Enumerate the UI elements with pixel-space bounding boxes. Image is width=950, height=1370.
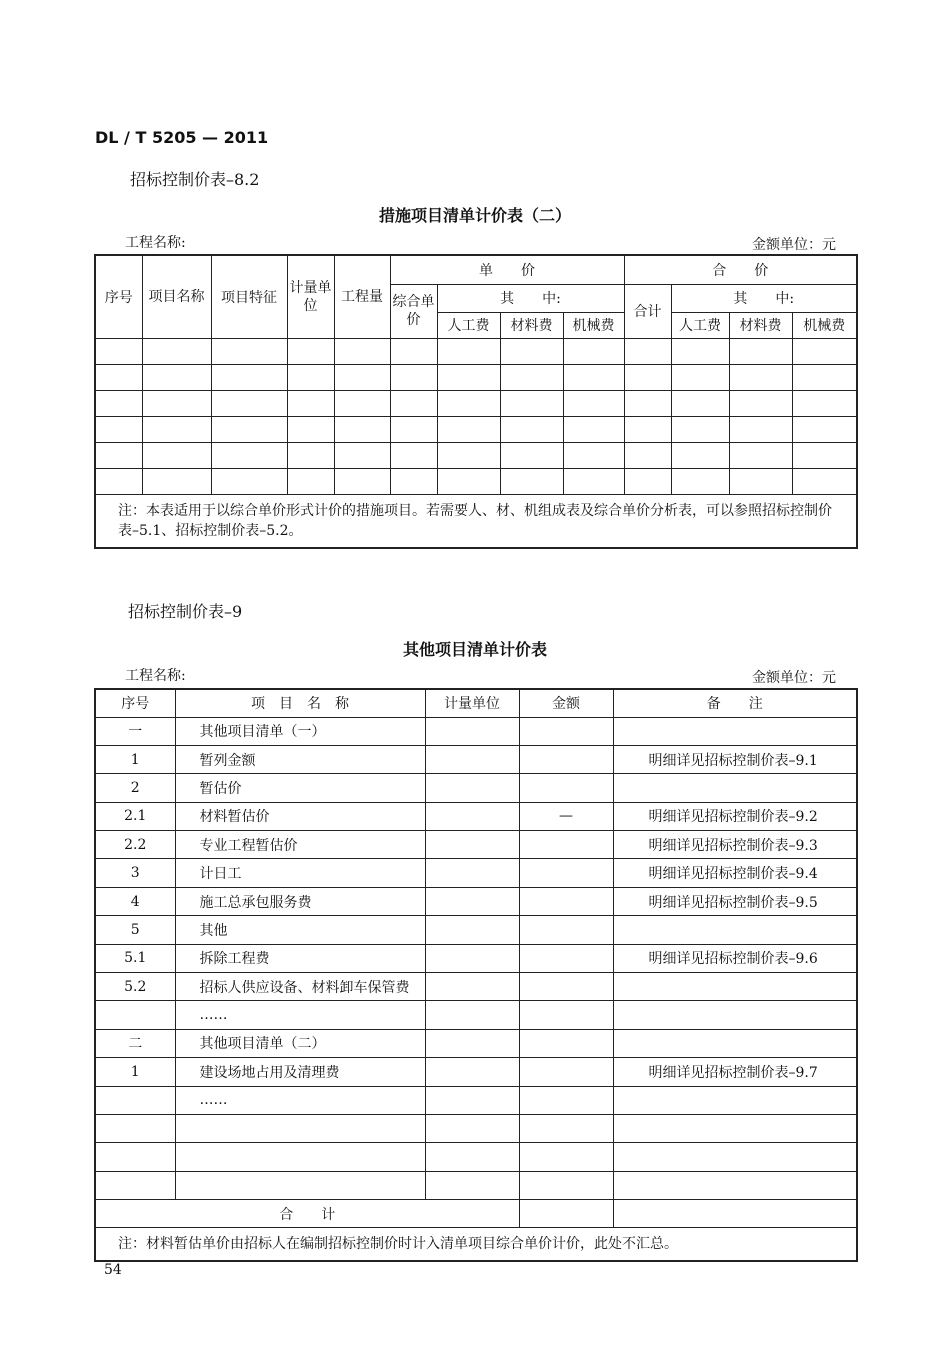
row-item-name: 计日工 [175,859,425,887]
table-row [95,338,857,364]
row-unit [425,1058,519,1086]
row-item-name: 材料暂估价 [175,802,425,830]
col-item-name: 项 目 名 称 [175,689,425,717]
table-row [95,745,857,773]
row-seq [95,1171,175,1199]
row-seq: 4 [95,887,175,915]
row-seq: 5.1 [95,944,175,972]
row-seq: 5.2 [95,973,175,1001]
row-unit [425,717,519,745]
row-seq: 3 [95,859,175,887]
measures-table-title: 措施项目清单计价表（二） [378,206,571,225]
table-row [95,944,857,972]
row-item-name [175,1171,425,1199]
col-labor-2: 人工费 [671,312,729,338]
row-unit [425,802,519,830]
row-unit [425,774,519,802]
row-amount [519,859,613,887]
project-name-label-2: 工程名称: [125,668,186,684]
col-amount: 金额 [519,689,613,717]
page-number: 54 [104,1262,122,1278]
row-item-name [175,1114,425,1142]
row-seq [95,1001,175,1029]
row-item-name: 建设场地占用及清理费 [175,1058,425,1086]
row-amount [519,1029,613,1057]
table-row [95,1029,857,1057]
row-amount [519,774,613,802]
col-remark: 备 注 [613,689,857,717]
row-unit [425,859,519,887]
row-remark [613,1143,857,1171]
table-note-2: 注：材料暂估单价由招标人在编制招标控制价时计入清单项目综合单价计价，此处不汇总。 [95,1228,857,1262]
row-seq: 1 [95,1058,175,1086]
row-remark [613,1171,857,1199]
row-item-name: 暂估价 [175,774,425,802]
measures-pricing-table [94,254,858,549]
row-amount [519,1114,613,1142]
row-seq [95,1114,175,1142]
row-item-name: …… [175,1086,425,1114]
col-among: 其 中: [437,284,624,312]
col-machinery: 机械费 [563,312,624,338]
table-row [95,390,857,416]
table-row [95,774,857,802]
row-remark [613,1086,857,1114]
row-amount [519,944,613,972]
row-seq: 二 [95,1029,175,1057]
form-label-8-2: 招标控制价表–8.2 [130,170,260,189]
row-seq: 2 [95,774,175,802]
col-unit: 计量单位 [425,689,519,717]
other-items-table-title: 其他项目清单计价表 [402,640,547,659]
row-remark [613,1001,857,1029]
row-unit [425,1143,519,1171]
row-seq: 1 [95,745,175,773]
row-remark: 明细详见招标控制价表–9.4 [613,859,857,887]
amount-unit-label: 金额单位：元 [752,237,836,253]
table-row [95,1001,857,1029]
row-unit [425,1001,519,1029]
table-row [95,831,857,859]
row-item-name: 招标人供应设备、材料卸车保管费 [175,973,425,1001]
row-remark: 明细详见招标控制价表–9.3 [613,831,857,859]
row-amount: — [519,802,613,830]
row-unit [425,745,519,773]
table-row [95,1086,857,1114]
table-note: 注：本表适用于以综合单价形式计价的措施项目。若需要人、材、机组成表及综合单价分析表，可以参照招标控制价表–5.1、招标控制价表–5.2。 [95,494,857,548]
total-amount [519,1200,613,1228]
col-total-price: 合 价 [624,255,857,284]
form-label-9: 招标控制价表–9 [128,602,243,621]
total-label: 合 计 [95,1200,519,1228]
col-subtotal: 合计 [624,284,671,338]
total-remark [613,1200,857,1228]
table-row [95,802,857,830]
row-remark [613,1114,857,1142]
row-amount [519,1143,613,1171]
row-amount [519,916,613,944]
amount-unit-label-2: 金额单位：元 [752,670,836,686]
row-unit [425,944,519,972]
table-row [95,887,857,915]
row-unit [425,887,519,915]
row-amount [519,745,613,773]
row-remark [613,1029,857,1057]
table-row [95,442,857,468]
col-item-feature: 项目特征 [211,255,287,338]
table-row [95,416,857,442]
row-remark [613,916,857,944]
col-among-2: 其 中: [671,284,857,312]
table-row [95,1058,857,1086]
row-seq: 2.1 [95,802,175,830]
row-amount [519,973,613,1001]
project-name-label: 工程名称: [125,235,186,251]
row-amount [519,887,613,915]
row-remark [613,973,857,1001]
row-amount [519,1086,613,1114]
table-row [95,1143,857,1171]
row-item-name: 其他 [175,916,425,944]
row-unit [425,973,519,1001]
row-unit [425,1029,519,1057]
row-seq [95,1143,175,1171]
col-labor: 人工费 [437,312,500,338]
row-remark: 明细详见招标控制价表–9.1 [613,745,857,773]
row-item-name: 其他项目清单（一） [175,717,425,745]
col-quantity: 工程量 [334,255,390,338]
table-row [95,916,857,944]
row-item-name [175,1143,425,1171]
row-item-name: 暂列金额 [175,745,425,773]
table-row [95,468,857,494]
row-item-name: 其他项目清单（二） [175,1029,425,1057]
col-seq: 序号 [95,255,142,338]
row-item-name: 施工总承包服务费 [175,887,425,915]
row-seq: 一 [95,717,175,745]
row-item-name: …… [175,1001,425,1029]
row-remark: 明细详见招标控制价表–9.5 [613,887,857,915]
col-composite-unit-price: 综合单价 [390,284,437,338]
row-unit [425,1086,519,1114]
row-amount [519,1001,613,1029]
row-amount [519,831,613,859]
table-row [95,364,857,390]
row-remark: 明细详见招标控制价表–9.2 [613,802,857,830]
table-row [95,717,857,745]
col-unit-price: 单 价 [390,255,624,284]
col-machinery-2: 机械费 [792,312,857,338]
other-items-table [94,688,858,1262]
table-row [95,859,857,887]
row-unit [425,1114,519,1142]
standard-code: DL / T 5205 — 2011 [95,128,269,147]
col-item-name: 项目名称 [142,255,211,338]
row-remark: 明细详见招标控制价表–9.6 [613,944,857,972]
col-seq: 序号 [95,689,175,717]
col-unit: 计量单位 [287,255,334,338]
row-seq: 2.2 [95,831,175,859]
row-unit [425,916,519,944]
col-material-2: 材料费 [729,312,792,338]
row-item-name: 拆除工程费 [175,944,425,972]
row-remark [613,774,857,802]
row-item-name: 专业工程暂估价 [175,831,425,859]
row-seq: 5 [95,916,175,944]
table-row [95,1171,857,1199]
row-remark: 明细详见招标控制价表–9.7 [613,1058,857,1086]
row-seq [95,1086,175,1114]
row-remark [613,717,857,745]
row-unit [425,1171,519,1199]
table-row [95,1114,857,1142]
row-amount [519,1058,613,1086]
col-material: 材料费 [500,312,563,338]
row-amount [519,1171,613,1199]
table-row [95,973,857,1001]
row-amount [519,717,613,745]
row-unit [425,831,519,859]
